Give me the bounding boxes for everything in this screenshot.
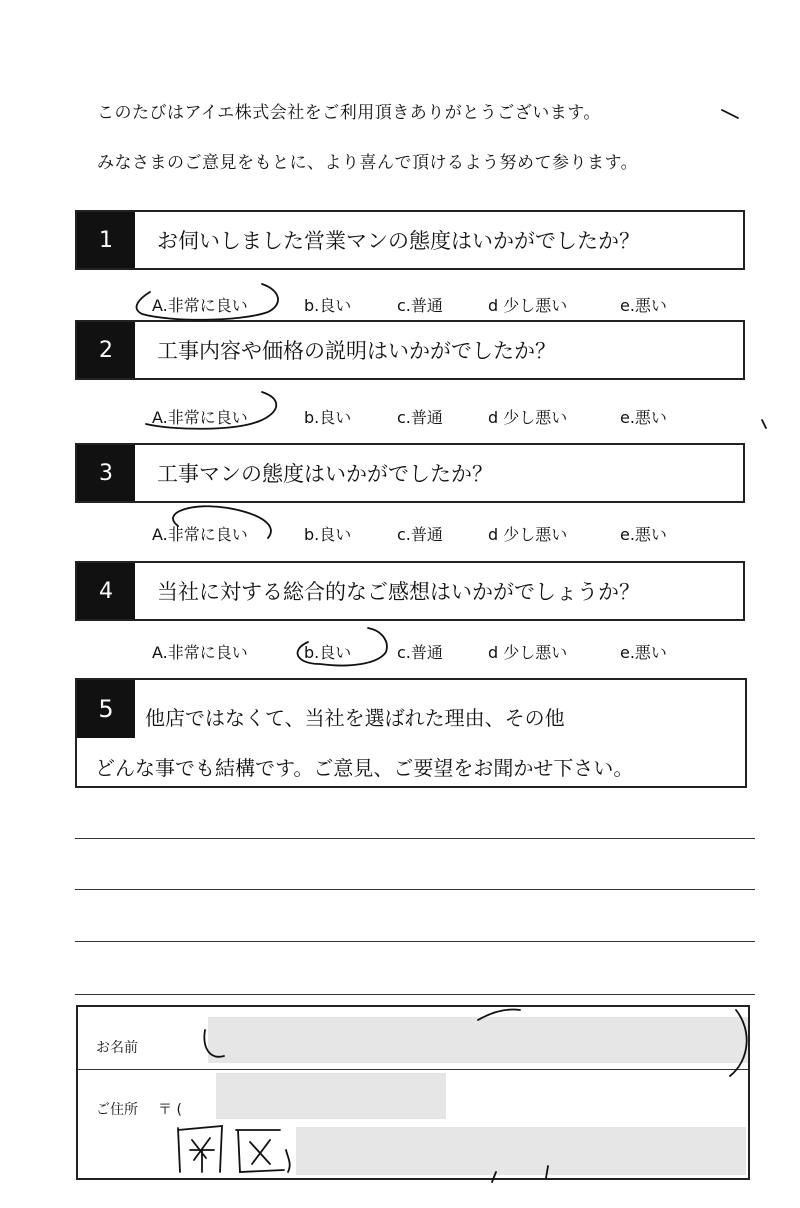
question-2-box [75,320,745,380]
intro-line-1: このたびはアイエ株式会社をご利用頂きありがとうございます。 [97,103,601,123]
name-redaction [208,1017,748,1063]
question-3-number: 3 [77,445,135,501]
q4-option-a[interactable]: A.非常に良い [152,643,248,662]
question-1-number: 1 [77,212,135,268]
name-divider [78,1069,748,1070]
question-5-box [75,678,747,788]
answer-line[interactable] [75,994,755,995]
answer-line[interactable] [75,889,755,890]
question-4-number: 4 [77,563,135,619]
stray-mark [762,420,766,428]
question-5-text-line-2: どんな事でも結構です。ご意見、ご要望をお聞かせ下さい。 [95,756,634,780]
q3-option-d[interactable]: d 少し悪い [488,525,568,544]
question-2-text: 工事内容や価格の説明はいかがでしたか？ [157,339,556,363]
question-3-box [75,443,745,503]
q1-option-a[interactable]: A.非常に良い [152,296,248,315]
question-5-number: 5 [77,680,135,738]
question-3-text: 工事マンの態度はいかがでしたか？ [157,462,493,486]
address-redaction [296,1127,746,1175]
postal-mark: 〒 ( [158,1102,182,1118]
name-label: お名前 [96,1040,138,1056]
question-1-text: お伺いしました営業マンの態度はいかがでしたか？ [157,229,640,253]
q1-option-b[interactable]: b.良い [304,296,352,315]
q4-option-e[interactable]: e.悪い [620,643,667,662]
q4-option-d[interactable]: d 少し悪い [488,643,568,662]
q1-option-e[interactable]: e.悪い [620,296,667,315]
answer-line[interactable] [75,941,755,942]
q1-option-c[interactable]: c.普通 [397,296,443,315]
question-1-box [75,210,745,270]
q2-option-c[interactable]: c.普通 [397,408,443,427]
q2-option-a[interactable]: A.非常に良い [152,408,248,427]
q2-option-b[interactable]: b.良い [304,408,352,427]
question-4-box [75,561,745,621]
intro-line-2: みなさまのご意見をもとに、より喜んで頂けるよう努めて参ります。 [97,153,639,173]
q2-option-d[interactable]: d 少し悪い [488,408,568,427]
question-4-text: 当社に対する総合的なご感想はいかがでしょうか？ [157,580,640,604]
q4-option-b[interactable]: b.良い [304,643,352,662]
q3-option-c[interactable]: c.普通 [397,525,443,544]
q3-option-e[interactable]: e.悪い [620,525,667,544]
address-label: ご住所 [96,1102,138,1118]
q4-option-c[interactable]: c.普通 [397,643,443,662]
question-5-text-line-1: 他店ではなくて、当社を選ばれた理由、その他 [145,706,565,730]
q3-option-b[interactable]: b.良い [304,525,352,544]
postal-redaction [216,1073,446,1119]
customer-info-box [76,1005,750,1180]
q2-option-e[interactable]: e.悪い [620,408,667,427]
q3-option-a[interactable]: A.非常に良い [152,525,248,544]
question-2-number: 2 [77,322,135,378]
answer-line[interactable] [75,838,755,839]
stray-mark [722,110,738,118]
q1-option-d[interactable]: d 少し悪い [488,296,568,315]
